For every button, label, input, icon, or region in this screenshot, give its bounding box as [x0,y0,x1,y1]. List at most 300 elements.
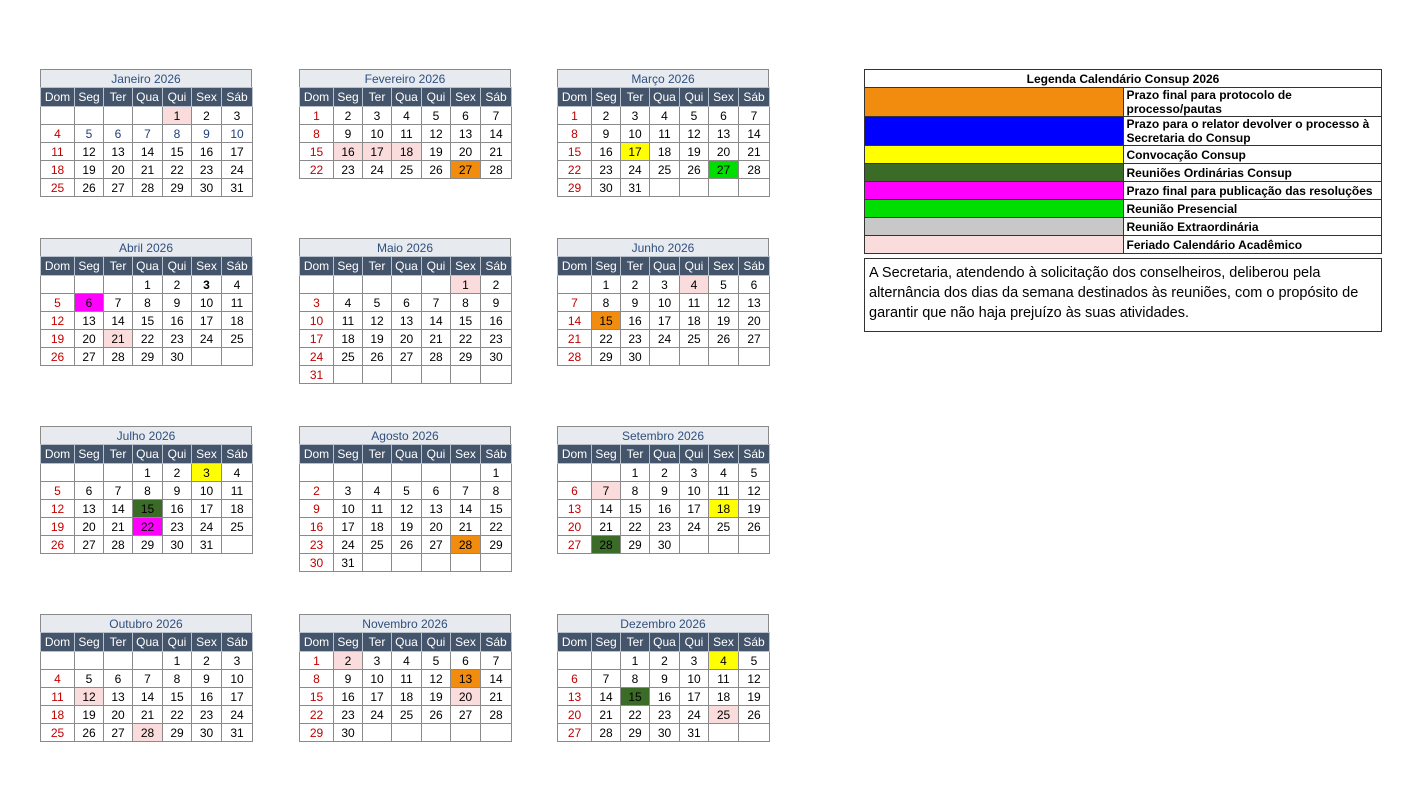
week-row [41,312,253,330]
day-cell: 22 [621,518,650,536]
day-cell: 1 [133,464,163,482]
legend-label: Convocação Consup [1123,146,1382,164]
day-cell: 28 [558,348,592,366]
day-cell: 10 [621,125,650,143]
day-cell: 3 [363,107,392,125]
day-cell: 10 [192,294,222,312]
week-row [41,536,253,554]
weekday-header: Dom [300,88,334,107]
day-cell: 9 [481,294,512,312]
day-cell: 10 [222,125,253,143]
month-calendar [299,238,511,384]
empty-cell [41,276,75,294]
day-cell: 30 [650,724,680,742]
day-cell: 16 [163,500,192,518]
day-cell: 14 [481,125,512,143]
empty-cell [334,276,363,294]
legend-item [865,182,1382,200]
day-cell: 17 [363,688,392,706]
day-cell: 27 [104,724,133,742]
day-cell: 10 [650,294,680,312]
empty-cell [592,652,621,670]
weekday-header: Sáb [739,257,770,276]
week-row [558,276,770,294]
day-cell: 12 [422,125,451,143]
day-cell: 7 [451,482,481,500]
day-cell: 30 [650,536,680,554]
day-cell: 16 [592,143,621,161]
day-cell: 16 [300,518,334,536]
empty-cell [558,464,592,482]
legend-label: Prazo para o relator devolver o processo à Secretaria do Consup [1123,117,1382,146]
week-row [558,670,770,688]
day-cell: 29 [133,536,163,554]
day-cell: 12 [422,670,451,688]
month-table [557,256,770,366]
day-cell: 29 [481,536,512,554]
day-cell: 23 [481,330,512,348]
day-cell: 2 [192,652,222,670]
week-row [41,500,253,518]
day-cell: 17 [650,312,680,330]
legend-swatch [865,146,1124,164]
month-title: Julho 2026 [40,426,252,444]
weekday-header: Qua [133,633,163,652]
day-cell: 19 [422,143,451,161]
day-cell: 11 [709,670,739,688]
day-cell: 22 [451,330,481,348]
day-cell: 24 [680,706,709,724]
weekday-header: Sáb [739,88,770,107]
day-cell: 23 [163,518,192,536]
day-cell: 14 [104,500,133,518]
day-cell: 3 [650,276,680,294]
day-cell: 6 [104,670,133,688]
day-cell: 28 [104,536,133,554]
empty-cell [680,536,709,554]
day-cell: 20 [709,143,739,161]
weekday-header: Sex [192,633,222,652]
empty-cell [481,554,512,572]
day-cell: 9 [163,294,192,312]
day-cell: 31 [334,554,363,572]
day-cell: 21 [592,518,621,536]
weekday-header: Qui [163,88,192,107]
day-cell: 20 [451,143,481,161]
week-row [558,179,770,197]
week-row [300,536,512,554]
day-cell: 13 [104,688,133,706]
empty-cell [363,724,392,742]
day-cell: 3 [363,652,392,670]
weekday-header: Qua [133,88,163,107]
empty-cell [422,554,451,572]
legend-item [865,88,1382,117]
day-cell: 17 [363,143,392,161]
day-cell: 16 [650,688,680,706]
week-row [41,143,253,161]
weekday-header: Seg [592,257,621,276]
month-calendar [40,426,252,554]
day-cell: 6 [451,652,481,670]
day-cell: 30 [163,536,192,554]
week-row [300,518,512,536]
day-cell: 6 [392,294,422,312]
empty-cell [392,464,422,482]
day-cell: 27 [451,706,481,724]
day-cell: 25 [680,330,709,348]
week-row [300,670,512,688]
day-cell: 27 [451,161,481,179]
day-cell: 12 [75,143,104,161]
month-calendar [299,614,511,742]
empty-cell [41,652,75,670]
week-row [558,143,770,161]
empty-cell [104,652,133,670]
empty-cell [363,276,392,294]
week-row [558,464,770,482]
weekday-header: Dom [558,88,592,107]
day-cell: 9 [650,482,680,500]
legend-label: Prazo final para publicação das resoluções [1123,182,1382,200]
day-cell: 15 [481,500,512,518]
month-table [299,632,512,742]
week-row [300,500,512,518]
day-cell: 19 [739,688,770,706]
week-row [41,724,253,742]
month-calendar [557,69,769,197]
weekday-header: Qui [680,633,709,652]
day-cell: 3 [680,652,709,670]
weekday-header: Qui [163,633,192,652]
day-cell: 30 [481,348,512,366]
day-cell: 4 [392,107,422,125]
day-cell: 2 [481,276,512,294]
empty-cell [592,464,621,482]
week-row [558,107,770,125]
day-cell: 12 [363,312,392,330]
weekday-header: Dom [558,445,592,464]
day-cell: 1 [558,107,592,125]
weekday-header: Sáb [481,257,512,276]
empty-cell [739,536,770,554]
week-row [41,518,253,536]
month-calendar [40,614,252,742]
day-cell: 15 [300,688,334,706]
weekday-header: Ter [104,88,133,107]
day-cell: 21 [133,706,163,724]
day-cell: 24 [334,536,363,554]
day-cell: 5 [363,294,392,312]
weekday-header: Qua [392,257,422,276]
day-cell: 19 [422,688,451,706]
day-cell: 7 [592,482,621,500]
weekday-header: Dom [558,633,592,652]
empty-cell [422,464,451,482]
day-cell: 21 [592,706,621,724]
day-cell: 3 [621,107,650,125]
day-cell: 21 [451,518,481,536]
month-title: Setembro 2026 [557,426,769,444]
day-cell: 26 [75,179,104,197]
day-cell: 18 [334,330,363,348]
week-row [41,652,253,670]
week-row [300,706,512,724]
week-row [300,724,512,742]
day-cell: 15 [163,688,192,706]
empty-cell [558,652,592,670]
month-title: Abril 2026 [40,238,252,256]
legend-title: Legenda Calendário Consup 2026 [865,70,1382,88]
empty-cell [680,348,709,366]
day-cell: 19 [363,330,392,348]
day-cell: 6 [422,482,451,500]
day-cell: 15 [300,143,334,161]
day-cell: 6 [709,107,739,125]
weekday-header: Ter [363,445,392,464]
day-cell: 9 [650,670,680,688]
day-cell: 14 [558,312,592,330]
day-cell: 25 [363,536,392,554]
day-cell: 21 [481,143,512,161]
empty-cell [133,652,163,670]
week-row [41,294,253,312]
day-cell: 13 [709,125,739,143]
empty-cell [481,366,512,384]
weekday-header: Seg [334,633,363,652]
day-cell: 24 [192,330,222,348]
empty-cell [451,554,481,572]
day-cell: 25 [650,161,680,179]
day-cell: 26 [422,706,451,724]
day-cell: 2 [650,652,680,670]
day-cell: 30 [300,554,334,572]
day-cell: 16 [163,312,192,330]
day-cell: 15 [451,312,481,330]
month-table [557,444,770,554]
week-row [41,670,253,688]
day-cell: 13 [739,294,770,312]
day-cell: 4 [222,464,253,482]
week-row [41,107,253,125]
day-cell: 25 [41,179,75,197]
day-cell: 14 [422,312,451,330]
weekday-header: Seg [592,633,621,652]
empty-cell [451,464,481,482]
empty-cell [709,536,739,554]
day-cell: 22 [133,518,163,536]
month-title: Dezembro 2026 [557,614,769,632]
note-text: A Secretaria, atendendo à solicitação dos conselheiros, deliberou pela alternância dos dias da semana destinados às reuniões, com o propósito de garantir que não haja prejuízo às suas atividades. [864,258,1382,332]
empty-cell [75,107,104,125]
day-cell: 19 [41,330,75,348]
empty-cell [680,179,709,197]
day-cell: 21 [739,143,770,161]
day-cell: 13 [558,500,592,518]
week-row [558,500,770,518]
weekday-header: Sex [709,445,739,464]
empty-cell [422,276,451,294]
legend [864,69,1382,254]
week-row [300,652,512,670]
month-table [299,444,512,572]
week-row [558,518,770,536]
day-cell: 1 [592,276,621,294]
day-cell: 2 [592,107,621,125]
weekday-header: Sex [192,88,222,107]
day-cell: 8 [300,670,334,688]
day-cell: 13 [75,500,104,518]
day-cell: 17 [621,143,650,161]
day-cell: 20 [558,706,592,724]
day-cell: 28 [133,179,163,197]
day-cell: 30 [163,348,192,366]
weekday-header: Sáb [222,257,253,276]
empty-cell [75,464,104,482]
empty-cell [363,464,392,482]
empty-cell [334,464,363,482]
day-cell: 26 [422,161,451,179]
day-cell: 28 [133,724,163,742]
legend-swatch [865,200,1124,218]
day-cell: 13 [392,312,422,330]
day-cell: 4 [222,276,253,294]
day-cell: 21 [133,161,163,179]
day-cell: 19 [41,518,75,536]
weekday-header: Qua [650,445,680,464]
day-cell: 28 [481,161,512,179]
empty-cell [709,724,739,742]
day-cell: 14 [133,688,163,706]
weekday-header: Qui [163,445,192,464]
weekday-header: Sáb [222,633,253,652]
month-title: Fevereiro 2026 [299,69,511,87]
day-cell: 10 [192,482,222,500]
day-cell: 6 [75,294,104,312]
day-cell: 13 [451,125,481,143]
empty-cell [739,724,770,742]
month-calendar [299,426,511,572]
weekday-header: Qua [650,257,680,276]
legend-label: Reuniões Ordinárias Consup [1123,164,1382,182]
day-cell: 4 [41,670,75,688]
day-cell: 1 [621,464,650,482]
weekday-header: Seg [334,445,363,464]
week-row [41,179,253,197]
day-cell: 22 [300,161,334,179]
month-table [40,444,253,554]
legend-item [865,146,1382,164]
weekday-header: Seg [75,88,104,107]
day-cell: 9 [334,670,363,688]
empty-cell [392,366,422,384]
legend-swatch [865,236,1124,254]
weekday-header: Sex [192,257,222,276]
weekday-header: Dom [41,88,75,107]
day-cell: 19 [75,706,104,724]
day-cell: 3 [680,464,709,482]
week-row [300,125,512,143]
empty-cell [709,179,739,197]
day-cell: 7 [133,670,163,688]
day-cell: 17 [222,688,253,706]
day-cell: 7 [739,107,770,125]
day-cell: 9 [592,125,621,143]
weekday-header: Ter [363,633,392,652]
day-cell: 1 [163,107,192,125]
day-cell: 20 [451,688,481,706]
day-cell: 27 [392,348,422,366]
weekday-header: Sex [709,88,739,107]
day-cell: 14 [451,500,481,518]
legend-swatch [865,117,1124,146]
empty-cell [41,464,75,482]
day-cell: 3 [192,276,222,294]
month-title: Maio 2026 [299,238,511,256]
day-cell: 20 [75,330,104,348]
day-cell: 24 [363,161,392,179]
weekday-header: Ter [621,445,650,464]
day-cell: 27 [739,330,770,348]
day-cell: 5 [75,670,104,688]
day-cell: 21 [104,518,133,536]
day-cell: 10 [680,482,709,500]
day-cell: 2 [300,482,334,500]
day-cell: 2 [334,107,363,125]
weekday-header: Sex [192,445,222,464]
day-cell: 3 [334,482,363,500]
day-cell: 22 [133,330,163,348]
empty-cell [392,724,422,742]
day-cell: 4 [680,276,709,294]
day-cell: 23 [334,706,363,724]
day-cell: 25 [222,518,253,536]
month-table [299,87,512,179]
weekday-header: Qui [422,257,451,276]
day-cell: 26 [709,330,739,348]
week-row [300,294,512,312]
week-row [558,688,770,706]
day-cell: 26 [739,706,770,724]
day-cell: 25 [392,161,422,179]
day-cell: 8 [558,125,592,143]
month-calendar [557,614,769,742]
week-row [558,724,770,742]
day-cell: 13 [104,143,133,161]
empty-cell [451,724,481,742]
day-cell: 11 [41,143,75,161]
week-row [300,554,512,572]
day-cell: 10 [363,125,392,143]
day-cell: 28 [451,536,481,554]
weekday-header: Sex [451,633,481,652]
week-row [41,125,253,143]
week-row [41,688,253,706]
month-calendar [557,238,769,366]
day-cell: 11 [680,294,709,312]
day-cell: 24 [192,518,222,536]
legend-item [865,218,1382,236]
day-cell: 30 [192,179,222,197]
day-cell: 27 [104,179,133,197]
weekday-header: Sex [709,257,739,276]
day-cell: 7 [592,670,621,688]
day-cell: 17 [300,330,334,348]
week-row [558,330,770,348]
day-cell: 31 [222,724,253,742]
weekday-header: Ter [621,633,650,652]
day-cell: 23 [650,706,680,724]
